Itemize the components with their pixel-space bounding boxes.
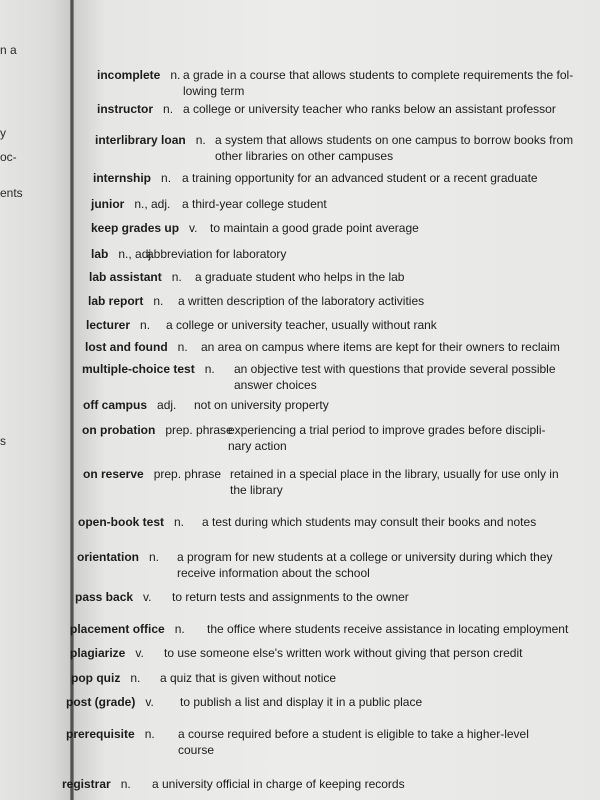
entry-part-of-speech: n.: [140, 318, 151, 332]
entry-term: lab report: [88, 294, 144, 308]
definition-line: the office where students receive assistance in locating employment: [207, 622, 569, 636]
entry-definition: [178, 293, 424, 309]
definition-line: an area on campus where items are kept for their owners to reclaim: [201, 340, 560, 354]
entry-definition: [194, 397, 329, 413]
definition-line: experiencing a trial period to improve grades before discipli-: [228, 423, 546, 437]
definition-line: a course required before a student is eligible to take a higher-level: [178, 727, 529, 741]
definition-line: a system that allows students on one campus to borrow books from: [215, 133, 574, 147]
glossary-entry: [86, 317, 437, 333]
left-page-fragment: s: [0, 434, 6, 448]
entry-part-of-speech: v.: [135, 646, 144, 660]
entry-term: registrar: [62, 777, 111, 791]
entry-definition: [195, 269, 404, 285]
definition-line: a grade in a course that allows students to complete requirements the fol-: [183, 68, 574, 82]
entry-term: internship: [93, 171, 152, 185]
definition-line: retained in a special place in the library, usually for use only in: [230, 467, 559, 481]
entry-definition: [166, 317, 437, 333]
definition-line: nary action: [228, 439, 287, 453]
definition-line: to publish a list and display it in a public place: [180, 695, 423, 709]
entry-part-of-speech: n.: [195, 133, 206, 147]
entry-part-of-speech: n., adj.: [118, 247, 155, 261]
entry-part-of-speech: n.: [144, 727, 155, 741]
entry-part-of-speech: n.: [174, 622, 185, 636]
entry-definition: [234, 361, 556, 393]
glossary-entry: [93, 170, 538, 186]
definition-line: a college or university teacher, usually without rank: [166, 318, 437, 332]
entry-definition: [172, 589, 409, 605]
entry-part-of-speech: n.: [130, 671, 141, 685]
entry-term: lab assistant: [89, 270, 162, 284]
entry-part-of-speech: n.: [171, 270, 182, 284]
definition-line: answer choices: [234, 378, 317, 392]
glossary-entry: [89, 269, 405, 285]
entry-part-of-speech: n.: [174, 515, 185, 529]
definition-line: a third-year college student: [182, 197, 327, 211]
entry-term: post (grade): [66, 695, 136, 709]
entry-term: multiple-choice test: [82, 362, 195, 376]
entry-part-of-speech: n.: [163, 102, 174, 116]
definition-line: to return tests and assignments to the owner: [172, 590, 409, 604]
glossary-entry: [91, 220, 419, 236]
entry-term: interlibrary loan: [95, 133, 186, 147]
entry-part-of-speech: v.: [189, 221, 198, 235]
glossary-entry: [95, 132, 574, 163]
glossary-entry: [77, 549, 553, 580]
entry-term: plagiarize: [70, 646, 126, 660]
entry-definition: [201, 339, 560, 355]
entry-term: open-book test: [78, 515, 164, 529]
entry-definition: [202, 514, 536, 530]
definition-line: not on university property: [194, 398, 329, 412]
definition-line: to use someone else's written work without giving that person credit: [164, 646, 523, 660]
entry-term: placement office: [70, 622, 165, 636]
entry-part-of-speech: n.: [120, 777, 131, 791]
entry-definition: [230, 466, 559, 498]
glossary-entry: [78, 514, 537, 530]
entry-definition: [160, 670, 336, 686]
definition-line: lowing term: [183, 84, 245, 98]
glossary-entry: [97, 101, 556, 117]
glossary-entry: [82, 361, 556, 392]
entry-definition: [182, 196, 327, 212]
definition-line: receive information about the school: [177, 566, 370, 580]
entry-term: off campus: [83, 398, 148, 412]
entry-definition: [164, 645, 522, 661]
left-page: [0, 0, 72, 800]
entry-part-of-speech: n.: [170, 68, 181, 82]
entry-part-of-speech: n.: [161, 171, 172, 185]
glossary-entry: [71, 670, 337, 686]
definition-line: an objective test with questions that provide several possible: [234, 362, 556, 376]
entry-term: on probation: [82, 423, 156, 437]
glossary-entry: [66, 726, 529, 757]
entry-definition: [228, 422, 546, 454]
entry-term: prerequisite: [66, 727, 135, 741]
entry-part-of-speech: v.: [145, 695, 154, 709]
entry-definition: [210, 220, 419, 236]
left-page-fragment: ents: [0, 186, 23, 200]
entry-part-of-speech: n., adj.: [134, 197, 171, 211]
entry-definition: [215, 132, 573, 164]
glossary-entry: [66, 694, 423, 710]
glossary-entry: [91, 196, 327, 212]
entry-part-of-speech: n.: [149, 550, 160, 564]
definition-line: a program for new students at a college or university during which they: [177, 550, 553, 564]
entry-term: lost and found: [85, 340, 168, 354]
entry-definition: [207, 621, 568, 637]
entry-definition: [147, 246, 286, 262]
left-page-fragment: oc-: [0, 150, 17, 164]
definition-line: a college or university teacher who ranks below an assistant professor: [183, 102, 556, 116]
glossary-entry: [83, 466, 559, 497]
entry-term: pop quiz: [71, 671, 121, 685]
entry-term: junior: [91, 197, 125, 211]
definition-line: course: [178, 743, 215, 757]
entry-term: instructor: [97, 102, 154, 116]
definition-line: a training opportunity for an advanced student or a recent graduate: [182, 171, 538, 185]
entry-part-of-speech: n.: [153, 294, 164, 308]
definition-line: abbreviation for laboratory: [147, 247, 287, 261]
entry-definition: [183, 101, 556, 117]
glossary-entry: [83, 397, 329, 413]
entry-part-of-speech: adj.: [157, 398, 177, 412]
glossary-entry: [75, 589, 409, 605]
definition-line: a graduate student who helps in the lab: [195, 270, 405, 284]
entry-definition: [177, 549, 553, 581]
glossary-entry: [82, 422, 546, 453]
definition-line: the library: [230, 483, 283, 497]
definition-line: a quiz that is given without notice: [160, 671, 337, 685]
entry-definition: [152, 776, 405, 792]
entry-part-of-speech: n.: [177, 340, 188, 354]
glossary-entry: [62, 776, 405, 792]
entry-part-of-speech: n.: [204, 362, 215, 376]
entry-term: lab: [91, 247, 109, 261]
definition-line: to maintain a good grade point average: [210, 221, 419, 235]
left-page-fragment: n a: [0, 43, 17, 57]
entry-term: pass back: [75, 590, 134, 604]
definition-line: a test during which students may consult their books and notes: [202, 515, 537, 529]
entry-term: lecturer: [86, 318, 131, 332]
entry-term: keep grades up: [91, 221, 180, 235]
left-page-fragment: y: [0, 126, 6, 140]
entry-definition: [178, 726, 529, 758]
definition-line: a written description of the laboratory activities: [178, 294, 425, 308]
glossary-entry: [88, 293, 425, 309]
glossary-entry: [97, 67, 574, 98]
entry-term: incomplete: [97, 68, 161, 82]
entry-term: on reserve: [83, 467, 144, 481]
definition-line: a university official in charge of keeping records: [152, 777, 405, 791]
entry-definition: [180, 694, 422, 710]
entry-part-of-speech: v.: [143, 590, 152, 604]
definition-line: other libraries on other campuses: [215, 149, 394, 163]
glossary-entry: [91, 246, 287, 262]
entry-part-of-speech: prep. phrase: [165, 423, 233, 437]
glossary-entry: [70, 645, 523, 661]
glossary-entry: [70, 621, 569, 637]
entry-part-of-speech: prep. phrase: [153, 467, 222, 481]
entry-definition: [183, 67, 573, 99]
glossary-entry: [85, 339, 560, 355]
entry-term: orientation: [77, 550, 139, 564]
entry-definition: [182, 170, 538, 186]
